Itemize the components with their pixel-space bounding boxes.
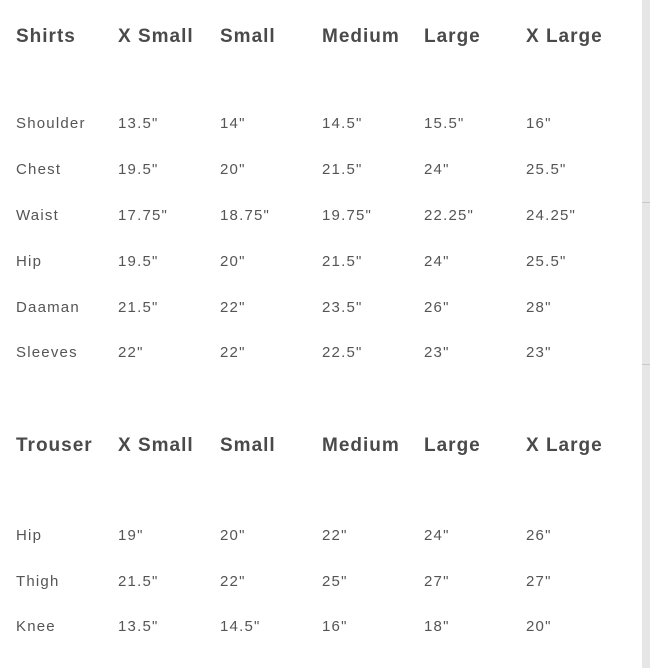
cell-value: 23"	[526, 344, 552, 362]
cell-value: 24.25"	[526, 206, 577, 224]
cell-value: 20"	[220, 252, 246, 270]
background-divider	[642, 202, 650, 203]
row-label: Shoulder	[16, 115, 86, 133]
cell-value: 27"	[424, 572, 450, 590]
cell-value: 21.5"	[322, 161, 363, 179]
cell-value: 22"	[322, 527, 348, 545]
cell-value: 20"	[220, 161, 246, 179]
table-header-row	[16, 23, 628, 51]
cell-value: 13.5"	[118, 115, 159, 133]
cell-value: 18"	[424, 618, 450, 636]
cell-value: 25"	[322, 572, 348, 590]
cell-value: 24"	[424, 527, 450, 545]
table-row	[16, 284, 628, 330]
cell-value: 23.5"	[322, 298, 363, 316]
row-label: Hip	[16, 527, 43, 545]
table-row	[16, 330, 628, 376]
cell-value: 14"	[220, 115, 246, 133]
size-header-x-small: X Small	[118, 26, 194, 47]
cell-value: 21.5"	[118, 572, 159, 590]
cell-value: 24"	[424, 161, 450, 179]
table-header-row	[16, 432, 628, 460]
cell-value: 22"	[220, 298, 246, 316]
cell-value: 26"	[526, 527, 552, 545]
cell-value: 22"	[220, 344, 246, 362]
shirts-title: Shirts	[16, 26, 76, 47]
cell-value: 13.5"	[118, 618, 159, 636]
background-divider	[642, 364, 650, 365]
cell-value: 26"	[424, 298, 450, 316]
table-row	[16, 238, 628, 284]
cell-value: 22"	[220, 572, 246, 590]
cell-value: 19.5"	[118, 252, 159, 270]
shirts-size-table	[16, 23, 628, 376]
cell-value: 19.5"	[118, 161, 159, 179]
size-header-small: Small	[220, 435, 276, 456]
size-header-medium: Medium	[322, 435, 400, 456]
cell-value: 25.5"	[526, 252, 567, 270]
size-header-small: Small	[220, 26, 276, 47]
cell-value: 25.5"	[526, 161, 567, 179]
trouser-title: Trouser	[16, 435, 93, 456]
row-label: Chest	[16, 161, 62, 179]
cell-value: 15.5"	[424, 115, 465, 133]
cell-value: 21.5"	[118, 298, 159, 316]
row-label: Knee	[16, 618, 56, 636]
size-header-x-large: X Large	[526, 26, 603, 47]
table-row	[16, 559, 628, 605]
size-header-x-small: X Small	[118, 435, 194, 456]
row-label: Daaman	[16, 298, 80, 316]
cell-value: 27"	[526, 572, 552, 590]
header-spacer	[16, 460, 628, 513]
row-label: Sleeves	[16, 344, 78, 362]
cell-value: 14.5"	[322, 115, 363, 133]
cell-value: 20"	[220, 527, 246, 545]
cell-value: 16"	[526, 115, 552, 133]
background-page-edge	[642, 0, 650, 668]
cell-value: 14.5"	[220, 618, 261, 636]
cell-value: 17.75"	[118, 206, 169, 224]
cell-value: 22.25"	[424, 206, 475, 224]
size-header-large: Large	[424, 435, 481, 456]
table-row	[16, 604, 628, 650]
cell-value: 20"	[526, 618, 552, 636]
cell-value: 19.75"	[322, 206, 373, 224]
cell-value: 23"	[424, 344, 450, 362]
size-header-medium: Medium	[322, 26, 400, 47]
cell-value: 16"	[322, 618, 348, 636]
table-row	[16, 513, 628, 559]
size-header-large: Large	[424, 26, 481, 47]
row-label: Hip	[16, 252, 43, 270]
cell-value: 18.75"	[220, 206, 271, 224]
cell-value: 19"	[118, 527, 144, 545]
size-header-x-large: X Large	[526, 435, 603, 456]
trouser-size-table	[16, 432, 628, 650]
cell-value: 24"	[424, 252, 450, 270]
row-label: Thigh	[16, 572, 60, 590]
row-label: Waist	[16, 206, 59, 224]
table-row	[16, 101, 628, 147]
cell-value: 22.5"	[322, 344, 363, 362]
cell-value: 21.5"	[322, 252, 363, 270]
header-spacer	[16, 51, 628, 101]
table-row	[16, 193, 628, 239]
cell-value: 28"	[526, 298, 552, 316]
table-row	[16, 147, 628, 193]
cell-value: 22"	[118, 344, 144, 362]
